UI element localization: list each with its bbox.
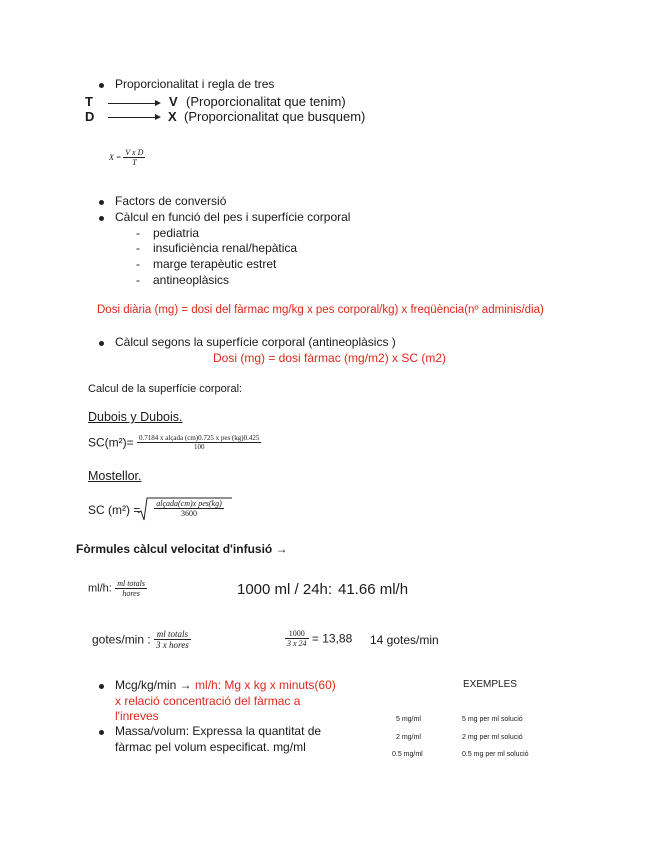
dubois-formula: [88, 434, 261, 451]
mcg-label: Mcg/kg/min →: [115, 678, 192, 692]
list-item-conversion: Factors de conversió: [115, 194, 227, 208]
mlh-denominator: hores: [122, 589, 140, 598]
infusion-title: Fòrmules càlcul velocitat d'infusió →: [76, 542, 288, 556]
row2-description: (Proporcionalitat que busquem): [184, 109, 366, 124]
gotes-example-fraction: [285, 629, 309, 648]
sub-dash: -: [136, 226, 140, 240]
gotes-formula: [92, 629, 191, 650]
gotes-example-numerator: 1000: [285, 629, 309, 639]
arrow-head-1: [155, 100, 161, 106]
gotes-fraction: [154, 629, 191, 650]
mosteller-denominator: 3600: [181, 509, 197, 518]
bullet-point: [99, 200, 104, 205]
dubois-fraction: [137, 434, 261, 451]
formula-lhs: X =: [109, 153, 122, 162]
mosteller-numerator: alçada(cm)x pes(kg): [156, 499, 222, 508]
arrow-line-1: [108, 103, 156, 104]
bullet-point: [99, 684, 104, 689]
gotes-example-denominator: 3 x 24: [287, 639, 307, 648]
example-left: 2 mg/ml: [396, 734, 421, 741]
gotes-numerator: ml totals: [154, 629, 191, 640]
bullet-point: [99, 341, 104, 346]
massvol-line1: Massa/volum: Expressa la quantitat de: [115, 724, 322, 738]
sub-dash: -: [136, 273, 140, 287]
bullet-point: [99, 216, 104, 221]
gotes-denominator: 3 x hores: [156, 640, 189, 650]
massvol-line2: fàrmac pel volum especificat. mg/ml: [115, 740, 306, 754]
sub-dash: -: [136, 257, 140, 271]
dubois-lhs: SC(m²)=: [88, 435, 134, 450]
gotes-example: [285, 629, 352, 648]
mosteller-fraction: [148, 499, 230, 518]
surface-dose-formula: Dosi (mg) = dosi fàrmac (mg/m2) x SC (m2): [213, 351, 447, 365]
row1-variable: V: [169, 94, 178, 109]
mlh-numerator: ml totals: [117, 579, 145, 588]
proportionality-heading: Proporcionalitat i regla de tres: [115, 77, 275, 91]
mlh-example: 1000 ml / 24h:: [237, 581, 333, 598]
daily-dose-formula: Dosi diària (mg) = dosi del fàrmac mg/kg x pes corporal/kg) x freqüència(nº adminis/dia): [97, 304, 544, 316]
example-left: 5 mg/ml: [396, 716, 421, 723]
example-right: 0.5 mg per ml solució: [462, 751, 529, 758]
formula-denominator: T: [132, 158, 137, 167]
list-item-weight-surface: Càlcul en funció del pes i superfície corporal: [115, 210, 351, 224]
mcg-item: [115, 678, 336, 692]
arrow-head-2: [155, 114, 161, 120]
mlh-fraction: [115, 579, 147, 598]
mlh-result: 41.66 ml/h: [338, 581, 409, 598]
formula-numerator: V x D: [125, 148, 144, 157]
dubois-denominator: 100: [193, 443, 205, 451]
sub-item: insuficiència renal/hepàtica: [153, 241, 298, 255]
example-right: 2 mg per ml solució: [462, 734, 523, 741]
bullet-point: [99, 730, 104, 735]
proportion-formula: [109, 148, 145, 167]
row1-description: (Proporcionalitat que tenim): [186, 94, 346, 109]
row1-left-label: T: [85, 94, 93, 109]
gotes-example-equals: = 13,88: [311, 631, 353, 646]
mlh-formula: [88, 579, 147, 598]
arrow-line-2: [108, 117, 156, 118]
sub-item: pediatria: [153, 226, 200, 240]
gotes-lhs: gotes/min :: [92, 632, 151, 647]
mosteller-lhs: SC (m²) =: [88, 503, 141, 517]
examples-title: EXEMPLES: [463, 679, 517, 690]
mosteller-title: Mostellor.: [88, 469, 142, 483]
example-right: 5 mg per ml solució: [462, 716, 523, 723]
mosteller-frac: [154, 499, 224, 518]
formula-fraction: [123, 148, 145, 167]
sub-item: marge terapèutic estret: [153, 257, 277, 271]
example-left: 0.5 mg/ml: [392, 751, 423, 758]
mcg-formula-line1: ml/h: Mg x kg x minuts(60): [195, 678, 336, 692]
gotes-result: 14 gotes/min: [370, 633, 439, 647]
row2-left-label: D: [85, 109, 95, 124]
bullet-point: [99, 83, 104, 88]
row2-variable: X: [168, 109, 177, 124]
mcg-formula-line2: x relació concentració del fàrmac a: [115, 694, 301, 708]
surface-heading: Càlcul segons la superfície corporal (antineoplàsics ): [115, 335, 396, 349]
sub-dash: -: [136, 241, 140, 255]
mlh-lhs: ml/h:: [88, 582, 112, 595]
mcg-formula-line3: l'inreves: [115, 709, 159, 723]
dubois-title: Dubois y Dubois.: [88, 410, 183, 424]
dubois-numerator: 0.7184 x alçada (cm)0.725 x pes (kg)0.425: [139, 434, 260, 442]
calc-title: Calcul de la superfície corporal:: [88, 383, 243, 395]
sub-item: antineoplàsics: [153, 273, 230, 287]
